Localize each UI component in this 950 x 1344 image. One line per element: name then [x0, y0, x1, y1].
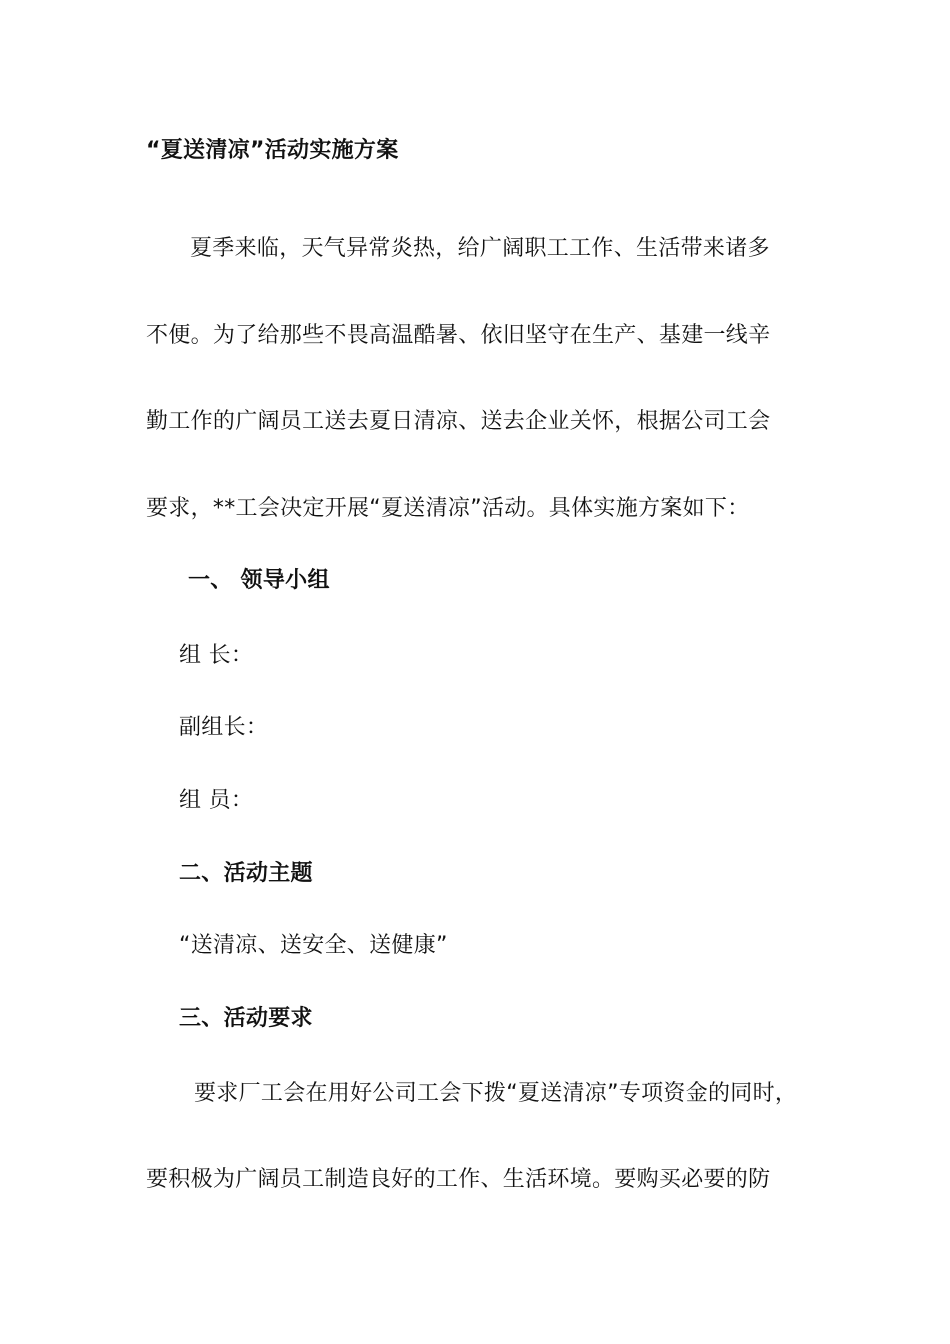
intro-line-3: 勤工作的广阔员工送去夏日清凉、送去企业关怀，根据公司工会 — [146, 409, 771, 434]
requirements-line-2: 要积极为广阔员工制造良好的工作、生活环境。要购买必要的防 — [146, 1167, 771, 1192]
requirements-line-1: 要求厂工会在用好公司工会下拨“夏送清凉”专项资金的同时， — [194, 1081, 798, 1106]
intro-line-4: 要求，**工会决定开展“夏送清凉”活动。具体实施方案如下： — [146, 496, 750, 521]
document-title: “夏送清凉”活动实施方案 — [146, 138, 399, 163]
activity-theme: “送清凉、送安全、送健康” — [179, 933, 448, 958]
member-leader: 组 长： — [179, 643, 254, 668]
section-heading-theme: 二、活动主题 — [179, 861, 313, 886]
intro-line-1: 夏季来临，天气异常炎热，给广阔职工工作、生活带来诸多 — [190, 236, 770, 261]
intro-line-2: 不便。为了给那些不畏高温酷暑、依旧坚守在生产、基建一线辛 — [146, 323, 771, 348]
member-deputy-leader: 副组长： — [179, 715, 269, 740]
section-heading-leadership: 一、 领导小组 — [188, 568, 330, 593]
member-members: 组 员： — [179, 788, 254, 813]
section-heading-requirements: 三、活动要求 — [179, 1006, 313, 1031]
